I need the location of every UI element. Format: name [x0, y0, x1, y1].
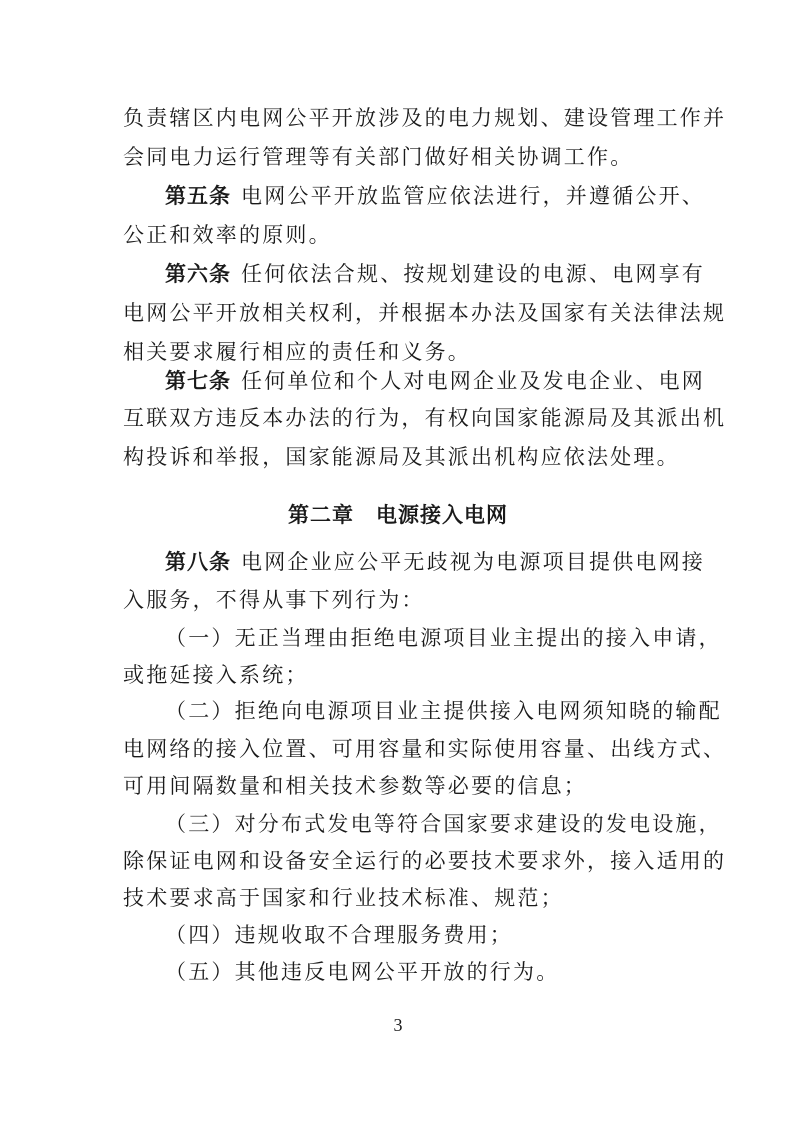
- list-item-3: （三）对分布式发电等符合国家要求建设的发电设施，: [165, 812, 722, 836]
- chapter-title: 电源接入电网: [376, 503, 508, 527]
- paragraph-line: 除保证电网和设备安全运行的必要技术要求外，接入适用的: [123, 849, 727, 873]
- list-item-2: （二）拒绝向电源项目业主提供接入电网须知晓的输配: [165, 699, 722, 723]
- paragraph-line: 互联双方违反本办法的行为，有权向国家能源局及其派出机: [123, 406, 727, 430]
- list-item-1: （一）无正当理由拒绝电源项目业主提出的接入申请，: [165, 626, 722, 650]
- article-6: [165, 259, 705, 289]
- paragraph-text: 电网企业应公平无歧视为电源项目提供电网接: [241, 550, 705, 574]
- paragraph-line: 会同电力运行管理等有关部门做好相关协调工作。: [123, 145, 634, 169]
- paragraph-text: 任何单位和个人对电网企业及发电企业、电网: [241, 369, 705, 393]
- article-number: 第六条: [165, 262, 231, 286]
- paragraph-line: 电网公平开放相关权利，并根据本办法及国家有关法律法规: [123, 301, 727, 325]
- paragraph-line: 公正和效率的原则。: [123, 223, 332, 247]
- paragraph-line: 或拖延接入系统；: [123, 663, 309, 687]
- article-5: [165, 181, 705, 211]
- article-number: 第五条: [165, 184, 231, 208]
- paragraph-line: 电网络的接入位置、可用容量和实际使用容量、出线方式、: [123, 737, 727, 761]
- article-8: [165, 547, 705, 577]
- paragraph-line: 技术要求高于国家和行业技术标准、规范；: [123, 886, 564, 910]
- chapter-heading: [0, 500, 796, 530]
- chapter-label: 第二章: [288, 503, 354, 527]
- paragraph-line: 负责辖区内电网公平开放涉及的电力规划、建设管理工作并: [123, 106, 727, 130]
- article-number: 第八条: [165, 550, 231, 574]
- paragraph-text: 电网公平开放监管应依法进行，并遵循公开、: [241, 184, 705, 208]
- article-number: 第七条: [165, 369, 231, 393]
- paragraph-line: 可用间隔数量和相关技术参数等必要的信息；: [123, 774, 587, 798]
- list-item-4: （四）违规收取不合理服务费用；: [165, 923, 513, 947]
- list-item-5: （五）其他违反电网公平开放的行为。: [165, 960, 560, 984]
- article-7: [165, 366, 705, 396]
- paragraph-text: 任何依法合规、按规划建设的电源、电网享有: [241, 262, 705, 286]
- paragraph-line: 构投诉和举报，国家能源局及其派出机构应依法处理。: [123, 445, 680, 469]
- page-number: 3: [393, 1015, 403, 1035]
- paragraph-line: 相关要求履行相应的责任和义务。: [123, 340, 471, 364]
- paragraph-line: 入服务，不得从事下列行为：: [123, 588, 425, 612]
